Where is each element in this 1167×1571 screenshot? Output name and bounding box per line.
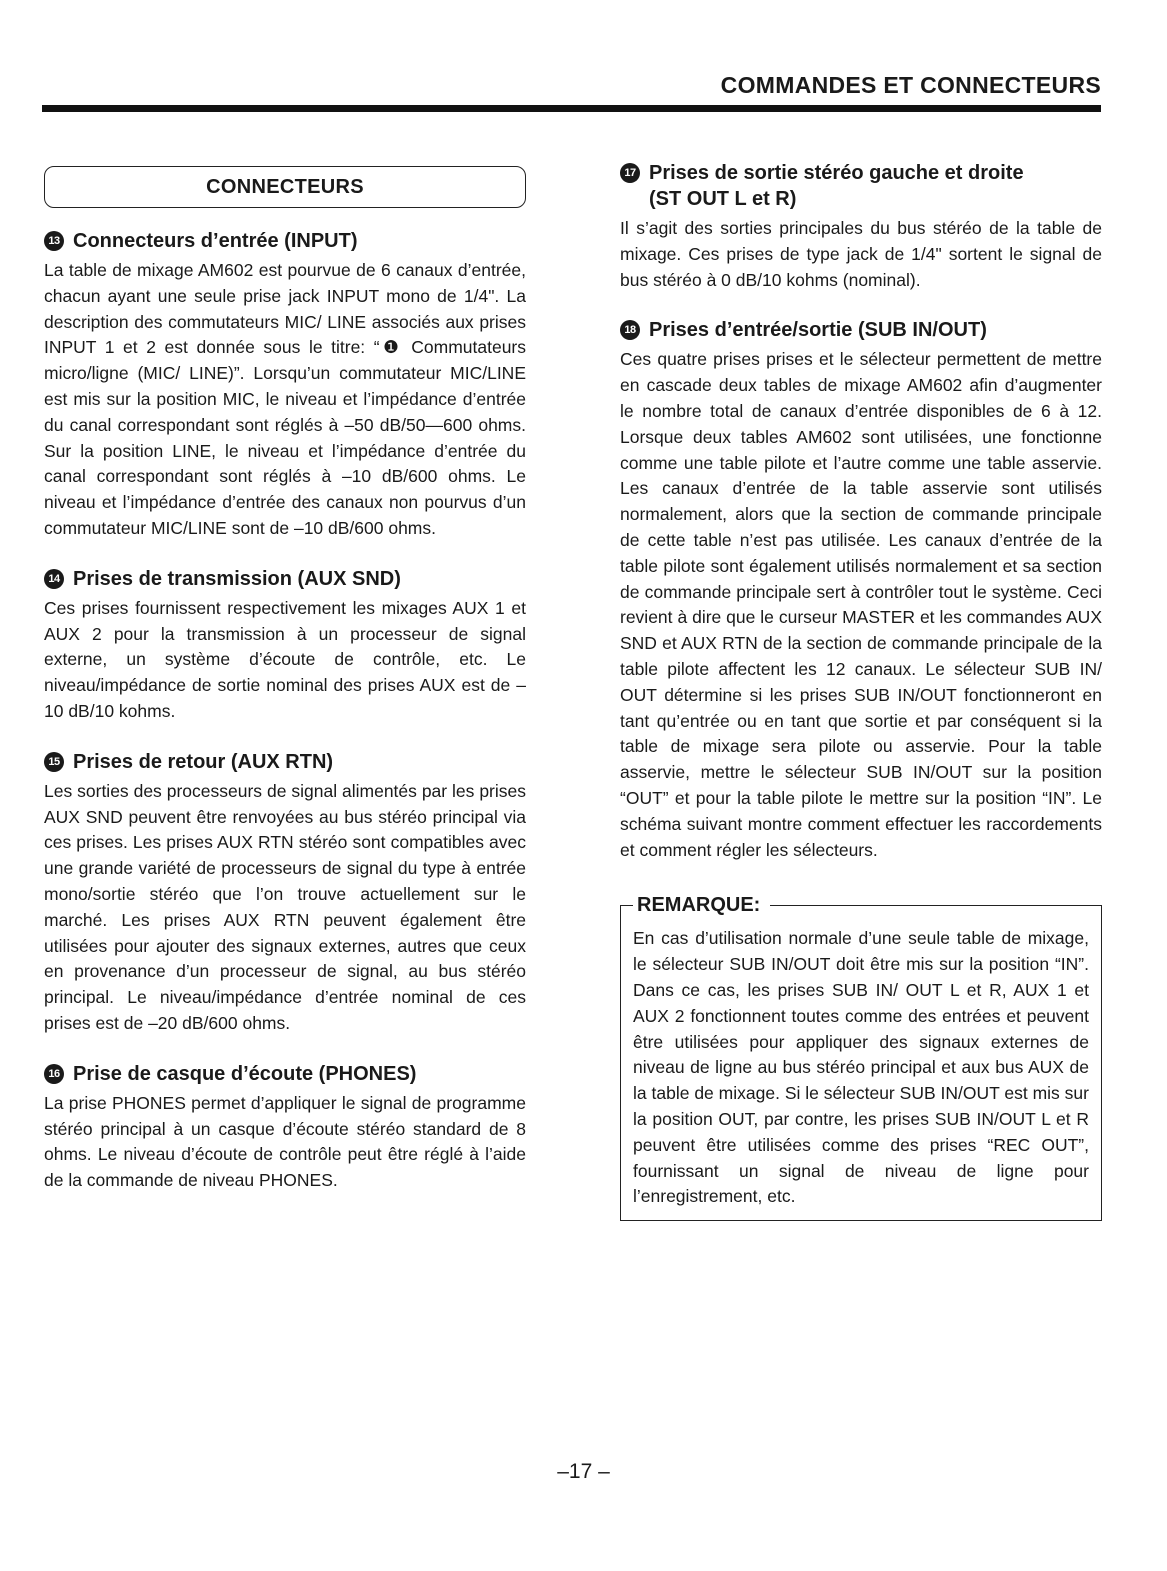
- item-st-out: [620, 160, 1102, 293]
- item-title-line2: (ST OUT L et R): [649, 188, 797, 210]
- item-body: Les sorties des processeurs de signal alimentés par les prises AUX SND peuvent être renvoyées au bus stéréo principal via ces prises. Les prises AUX RTN stéréo sont compatibles avec une grande variété de processeurs de signal du type à entrée mono/sortie stéréo que l’on trouve actuellement sur le marché. Les prises AUX RTN peuvent également être utilisées pour ajouter des signaux externes, autres que ceux en provenance d’un processeur de signal, au bus stéréo principal. Le niveau/impédance d’entrée nominal de ces prises est de –20 dB/600 ohms.: [44, 780, 526, 1033]
- item-body: Il s’agit des sorties principales du bus stéréo de la table de mixage. Ces prises de type jack de 1/4" sortent le signal de bus stéréo à 0 dB/10 kohms (nominal).: [620, 218, 1102, 290]
- item-phones: [44, 1061, 526, 1194]
- page-header-title: COMMANDES ET CONNECTEURS: [720, 72, 1101, 98]
- section-title: CONNECTEURS: [206, 176, 364, 198]
- item-number-icon: 14: [44, 569, 64, 589]
- item-aux-rtn: [44, 749, 526, 1037]
- item-title: Prises de transmission (AUX SND): [73, 567, 401, 590]
- item-number-icon: 15: [44, 752, 64, 772]
- item-title-line1: Prises de sortie stéréo gauche et droite: [649, 162, 1024, 184]
- section-title-box: [44, 166, 526, 208]
- item-body: Ces quatre prises prises et le sélecteur permettent de mettre en cascade deux tables de mixage AM602 afin d’augmenter le nombre total de canaux d’entrée disponibles de 6 à 12. Lorsque deux tables AM602 sont utilisées, une fonctionne comme une table pilote et l’autre comme une table asservie. Les canaux d’entrée de la table asservie sont utilisés normalement, alors que la section de commande principale de cette table n’est pas utilisée. Les canaux d’entrée de la table pilote sont également utilisés normalement et sa section de commande principale sert à contrôler tout le système. Ceci revient à dire que le curseur MASTER et les commandes AUX SND et AUX RTN de la section de commande principale de la table pilote affectent les 12 canaux. Le sélecteur SUB IN/ OUT détermine si les prises SUB IN/OUT fonctionneront en tant qu’entrée ou en tant que sortie et par conséquent si la table de mixage sera pilote ou asservie. Pour la table asservie, mettre le sélecteur SUB IN/OUT sur la position “OUT” et pour la table pilote le mettre sur la position “IN”. Le schéma suivant montre comment effectuer les raccordements et comment régler les sélecteurs.: [620, 349, 1102, 860]
- item-title: Prises de retour (AUX RTN): [73, 750, 334, 773]
- item-number-icon: 16: [44, 1064, 64, 1084]
- note-title: REMARQUE:: [633, 893, 770, 917]
- item-body: Ces prises fournissent respectivement les mixages AUX 1 et AUX 2 pour la transmission à un processeur de signal externe, un système d’écoute de contrôle, etc. Le niveau/impédance de sortie nominal des prises AUX est de –10 dB/10 kohms.: [44, 597, 526, 721]
- page-number: –17 –: [557, 1460, 610, 1483]
- item-title: Connecteurs d’entrée (INPUT): [73, 230, 358, 252]
- item-number-icon: 13: [44, 231, 64, 251]
- item-input-connectors: [44, 228, 526, 542]
- right-column: [620, 160, 1102, 1221]
- note-box: [620, 894, 1102, 1221]
- item-body: La prise PHONES permet d’appliquer le signal de programme stéréo principal à un casque d’écoute stéréo standard de 8 ohms. Le niveau d’écoute de contrôle peut être réglé à l’aide de la commande de niveau PHONES.: [44, 1092, 526, 1191]
- item-body: La table de mixage AM602 est pourvue de 6 canaux d’entrée, chacun ayant une seule prise jack INPUT mono de 1/4". La description des commutateurs MIC/ LINE associés aux prises INPUT 1 et 2 est donnée sous le titre: “❶ Commutateurs micro/ligne (MIC/ LINE)”. Lorsqu’un commutateur MIC/LINE est mis sur la position MIC, le niveau et l’impédance d’entrée du canal correspondant sont réglés à –50 dB/50—600 ohms. Sur la position LINE, le niveau et l’impédance d’entrée du canal correspondant sont réglés à –10 dB/600 ohms. Le niveau et l’impédance d’entrée des canaux non pourvus d’un commutateur MIC/LINE sont de –10 dB/600 ohms.: [44, 260, 526, 538]
- note-body: En cas d’utilisation normale d’une seule table de mixage, le sélecteur SUB IN/OUT doit être mis sur la position “IN”. Dans ce cas, les prises SUB IN/ OUT L et R, AUX 1 et AUX 2 fonctionnent toutes comme des entrées et peuvent être utilisées pour appliquer des signaux externes de niveau de ligne au bus stéréo principal et aux bus AUX de la table de mixage. Si le sélecteur SUB IN/OUT est mis sur la position OUT, par contre, les prises SUB IN/OUT L et R peuvent être utilisées comme des prises “REC OUT”, fournissant un signal de niveau de ligne pour l’enregistrement, etc.: [633, 928, 1089, 1207]
- item-title: Prises d’entrée/sortie (SUB IN/OUT): [649, 319, 987, 342]
- item-title: [649, 160, 1024, 212]
- item-sub-in-out: [620, 317, 1102, 863]
- header-rule: [42, 105, 1101, 112]
- left-column: [44, 160, 526, 1218]
- item-number-icon: 18: [620, 320, 640, 340]
- item-number-icon: 17: [620, 163, 640, 183]
- item-aux-snd: [44, 566, 526, 725]
- item-title: Prise de casque d’écoute (PHONES): [73, 1062, 417, 1085]
